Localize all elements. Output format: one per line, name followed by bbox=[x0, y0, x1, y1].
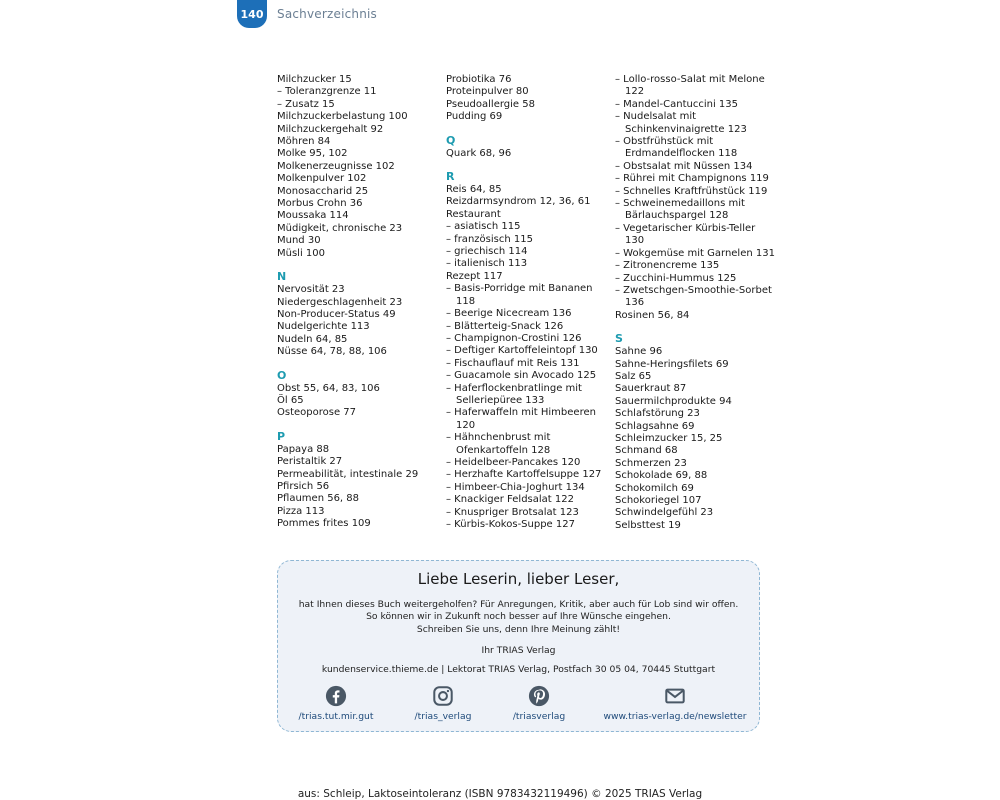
index-subentry-continuation: Erdmandelflocken 118 bbox=[625, 148, 738, 160]
index-subentry: – Knuspriger Brotsalat 123 bbox=[446, 506, 579, 518]
page-number-badge: 140 bbox=[237, 0, 267, 28]
index-letter-heading: P bbox=[277, 429, 286, 443]
pinterest-icon bbox=[528, 685, 550, 707]
index-subentry-continuation: Schinkenvinaigrette 123 bbox=[625, 123, 747, 135]
index-subentry: – Zucchini-Hummus 125 bbox=[615, 272, 737, 284]
index-entry: Sauerkraut 87 bbox=[615, 383, 687, 395]
index-subentry: – Zusatz 15 bbox=[277, 98, 335, 110]
index-letter-heading: Q bbox=[446, 133, 456, 147]
index-entry: Osteoporose 77 bbox=[277, 407, 357, 419]
index-entry: Reis 64, 85 bbox=[446, 184, 502, 196]
index-entry: Obst 55, 64, 83, 106 bbox=[277, 382, 380, 394]
index-entry: Niedergeschlagenheit 23 bbox=[277, 296, 403, 308]
index-subentry: – Vegetarischer Kürbis-Teller bbox=[615, 222, 756, 234]
index-entry: Moussaka 114 bbox=[277, 210, 349, 222]
index-subentry: – Rührei mit Champignons 119 bbox=[615, 173, 769, 185]
index-entry: Sahne 96 bbox=[615, 346, 663, 358]
index-subentry: – Lollo-rosso-Salat mit Melone bbox=[615, 74, 765, 85]
index-entry: Molkenpulver 102 bbox=[277, 173, 367, 185]
index-subentry: – Schnelles Kraftfrühstück 119 bbox=[615, 185, 768, 197]
info-line: hat Ihnen dieses Buch weitergeholfen? Für Anregungen, Kritik, aber auch für Lob sind wir offen. bbox=[298, 599, 739, 610]
index-subentry: – Champignon-Crostini 126 bbox=[446, 332, 582, 344]
instagram-link[interactable] bbox=[410, 685, 476, 722]
index-entry: Sauermilchprodukte 94 bbox=[615, 395, 732, 407]
index-entry: Nüsse 64, 78, 88, 106 bbox=[277, 346, 387, 358]
index-subentry: – Basis-Porridge mit Bananen bbox=[446, 283, 593, 295]
index-subentry: – Nudelsalat mit bbox=[615, 111, 697, 123]
index-entry: Müsli 100 bbox=[277, 247, 325, 259]
index-subentry: – französisch 115 bbox=[446, 233, 533, 245]
info-signature: Ihr TRIAS Verlag bbox=[481, 645, 556, 656]
info-contact[interactable]: kundenservice.thieme.de | Lektorat TRIAS Verlag, Postfach 30 05 04, 70445 Stuttgart bbox=[321, 664, 716, 675]
index-entry: Molkenerzeugnisse 102 bbox=[277, 160, 395, 172]
index-entry: Pfirsich 56 bbox=[277, 480, 330, 492]
index-subentry: – Heidelbeer-Pancakes 120 bbox=[446, 456, 581, 468]
index-subentry-continuation: 136 bbox=[625, 297, 645, 309]
index-entry: Pommes frites 109 bbox=[277, 518, 371, 530]
index-column-3 bbox=[615, 74, 775, 532]
index-entry: Monosaccharid 25 bbox=[277, 185, 369, 197]
index-letter-heading: N bbox=[277, 270, 287, 284]
index-subentry: – Himbeer-Chia-Joghurt 134 bbox=[446, 481, 585, 493]
index-entry: Pudding 69 bbox=[446, 111, 503, 123]
instagram-icon bbox=[432, 685, 454, 707]
index-entry: Peristaltik 27 bbox=[277, 456, 343, 468]
index-entry: Schokomilch 69 bbox=[615, 482, 694, 494]
index-entry: Permeabilität, intestinale 29 bbox=[277, 468, 419, 480]
index-column-2 bbox=[446, 74, 606, 531]
info-line: So können wir in Zukunft noch besser auf Ihre Wünsche eingehen. bbox=[366, 611, 671, 623]
index-subentry: – Hähnchenbrust mit bbox=[446, 432, 551, 444]
index-subentry: – Zitronencreme 135 bbox=[615, 260, 720, 272]
index-subentry: – Zwetschgen-Smoothie-Sorbet bbox=[615, 284, 772, 296]
index-entry: Möhren 84 bbox=[277, 136, 331, 148]
index-entry: Milchzuckerbelastung 100 bbox=[277, 111, 408, 123]
index-subentry: – Kürbis-Kokos-Suppe 127 bbox=[446, 519, 575, 530]
section-title: Sachverzeichnis bbox=[277, 7, 378, 21]
social-label: /trias_verlag bbox=[414, 711, 472, 722]
index-entry: Schmerzen 23 bbox=[615, 457, 687, 469]
index-entry: Schokoriegel 107 bbox=[615, 495, 702, 506]
source-footer: aus: Schleip, Laktoseintoleranz (ISBN 9783432119496) © 2025 TRIAS Verlag bbox=[297, 788, 703, 800]
index-entry: Selbsttest 19 bbox=[615, 519, 681, 531]
index-entry: Pflaumen 56, 88 bbox=[277, 493, 360, 505]
index-entry: Milchzuckergehalt 92 bbox=[277, 123, 384, 135]
index-subentry-continuation: 118 bbox=[456, 295, 476, 307]
index-column-1 bbox=[277, 74, 437, 531]
index-entry: Papaya 88 bbox=[277, 443, 330, 455]
index-subentry-continuation: 130 bbox=[625, 235, 645, 247]
info-line: Schreiben Sie uns, denn Ihre Meinung zählt! bbox=[416, 623, 621, 635]
facebook-icon bbox=[325, 685, 347, 707]
index-entry: Schleimzucker 15, 25 bbox=[615, 432, 723, 444]
social-label: www.trias-verlag.de/newsletter bbox=[603, 711, 747, 722]
index-entry: Nervosität 23 bbox=[277, 284, 345, 296]
index-subentry: – Mandel-Cantuccini 135 bbox=[615, 98, 739, 110]
info-title: Liebe Leserin, lieber Leser, bbox=[417, 570, 620, 588]
index-subentry: – Herzhafte Kartoffelsuppe 127 bbox=[446, 469, 602, 481]
index-entry: Milchzucker 15 bbox=[277, 74, 352, 85]
index-entry: Non-Producer-Status 49 bbox=[277, 308, 396, 320]
index-subentry-continuation: 120 bbox=[456, 419, 476, 431]
mail-icon bbox=[664, 685, 686, 707]
index-subentry: – Knackiger Feldsalat 122 bbox=[446, 494, 574, 506]
index-entry: Nudelgerichte 113 bbox=[277, 321, 370, 333]
index-subentry: – griechisch 114 bbox=[446, 246, 528, 258]
index-subentry: – Guacamole sin Avocado 125 bbox=[446, 370, 597, 382]
index-entry: Sahne-Heringsfilets 69 bbox=[615, 358, 729, 370]
index-entry: Schmand 68 bbox=[615, 445, 678, 457]
index-subentry: – Toleranzgrenze 11 bbox=[277, 86, 377, 98]
index-subentry: – Deftiger Kartoffeleintopf 130 bbox=[446, 345, 598, 357]
social-label: /trias.tut.mir.gut bbox=[298, 711, 374, 722]
index-subentry: – Schweinemedaillons mit bbox=[615, 198, 745, 210]
index-subentry-continuation: 122 bbox=[625, 86, 645, 98]
index-subentry: – Obstsalat mit Nüssen 134 bbox=[615, 160, 753, 172]
index-subentry: – Haferwaffeln mit Himbeeren bbox=[446, 407, 596, 419]
index-subentry: – Haferflockenbratlinge mit bbox=[446, 382, 582, 394]
index-letter-heading: S bbox=[615, 332, 623, 346]
newsletter-link[interactable] bbox=[604, 685, 746, 722]
index-letter-heading: O bbox=[277, 368, 287, 382]
index-entry: Molke 95, 102 bbox=[277, 148, 348, 160]
index-entry: Quark 68, 96 bbox=[446, 147, 512, 159]
index-entry: Reizdarmsyndrom 12, 36, 61 bbox=[446, 196, 591, 208]
index-subentry: – Blätterteig-Snack 126 bbox=[446, 320, 564, 332]
index-entry: Rosinen 56, 84 bbox=[615, 309, 690, 321]
index-subentry: – Beerige Nicecream 136 bbox=[446, 308, 572, 320]
index-entry: Restaurant bbox=[446, 208, 501, 220]
index-entry: Probiotika 76 bbox=[446, 74, 512, 85]
index-subentry-continuation: Ofenkartoffeln 128 bbox=[456, 444, 551, 456]
index-entry: Rezept 117 bbox=[446, 270, 503, 282]
index-entry: Schlafstörung 23 bbox=[615, 408, 700, 420]
index-entry: Proteinpulver 80 bbox=[446, 86, 529, 98]
index-entry: Pseudoallergie 58 bbox=[446, 98, 535, 110]
index-subentry-continuation: Bärlauchspargel 128 bbox=[625, 210, 729, 222]
index-entry: Schokolade 69, 88 bbox=[615, 470, 708, 482]
reader-info-box bbox=[277, 560, 760, 732]
index-entry: Schwindelgefühl 23 bbox=[615, 507, 714, 519]
facebook-link[interactable] bbox=[298, 685, 374, 722]
index-entry: Salz 65 bbox=[615, 370, 652, 382]
index-entry: Morbus Crohn 36 bbox=[277, 198, 363, 210]
index-letter-heading: R bbox=[446, 170, 455, 184]
pinterest-link[interactable] bbox=[504, 685, 574, 722]
social-label: /triasverlag bbox=[512, 711, 566, 722]
info-message bbox=[278, 599, 759, 636]
index-subentry: – Obstfrühstück mit bbox=[615, 136, 714, 148]
index-subentry: – Fischauflauf mit Reis 131 bbox=[446, 357, 580, 369]
index-entry: Mund 30 bbox=[277, 235, 321, 247]
index-subentry: – italienisch 113 bbox=[446, 258, 528, 270]
index-entry: Öl 65 bbox=[277, 394, 304, 406]
index-subentry-continuation: Selleriepüree 133 bbox=[456, 394, 545, 406]
index-entry: Nudeln 64, 85 bbox=[277, 333, 348, 345]
index-entry: Schlagsahne 69 bbox=[615, 420, 695, 432]
index-entry: Pizza 113 bbox=[277, 505, 325, 517]
index-subentry: – Wokgemüse mit Garnelen 131 bbox=[615, 247, 775, 259]
index-subentry: – asiatisch 115 bbox=[446, 221, 521, 233]
index-entry: Müdigkeit, chronische 23 bbox=[277, 222, 403, 234]
